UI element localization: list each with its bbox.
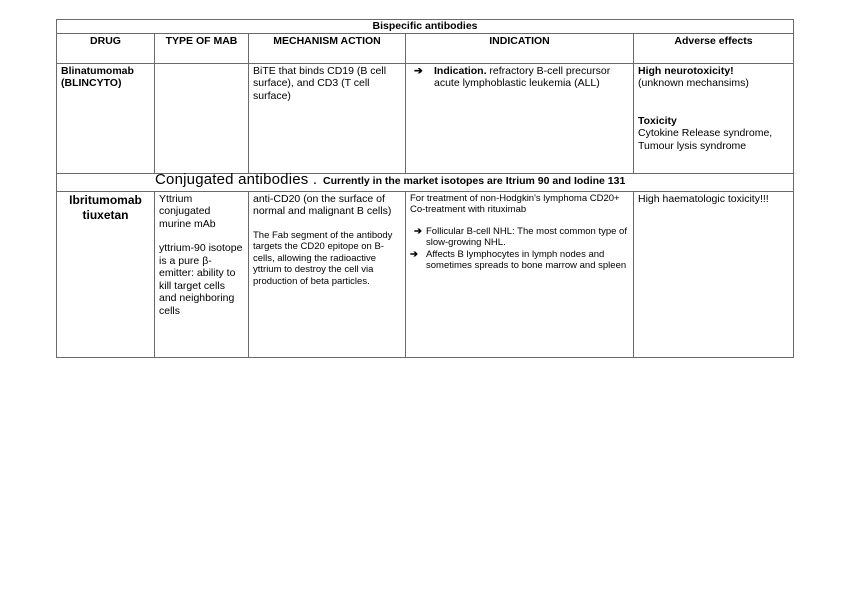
indication-label: Indication. — [434, 64, 487, 77]
header-drug: DRUG — [57, 33, 155, 63]
indication-bullet-text: Follicular B-cell NHL: The most common type of slow-growing NHL. — [426, 225, 627, 248]
indication-text: refractory B-cell precursor acute lymphoblastic leukemia (ALL) — [434, 64, 611, 89]
mechanism-note: The Fab segment of the antibody targets the CD20 epitope on B-cells, allowing the radioactive yttrium to destroy the cell via production of beta particles. — [253, 229, 393, 287]
toxicity-heading: Toxicity — [638, 114, 677, 127]
section-subtitle: Currently in the market isotopes are Itrium 90 and Iodine 131 — [317, 174, 626, 187]
indication-text: For treatment of non-Hodgkin's lymphoma CD20+ Co-treatment with rituximab — [410, 192, 620, 215]
header-type: TYPE OF MAB — [155, 33, 249, 63]
toxicity-item: Tumour lysis syndrome — [638, 139, 747, 152]
table-row — [57, 63, 794, 173]
drug-cell: Ibritumomab tiuxetan — [57, 191, 155, 357]
type-cell — [155, 191, 249, 357]
adverse-cell: High haematologic toxicity!!! — [634, 191, 794, 357]
adverse-heading: High neurotoxicity! — [638, 64, 734, 77]
mechanism-text: anti-CD20 (on the surface of normal and malignant B cells) — [253, 192, 392, 217]
type-note: yttrium-90 isotope is a pure β-emitter: ability to kill target cells and neighboring cells — [159, 242, 243, 317]
section-row — [57, 173, 794, 191]
adverse-cell — [634, 63, 794, 173]
indication-bullet — [414, 226, 629, 249]
section-heading — [57, 170, 794, 191]
header-row — [57, 33, 794, 63]
drug-cell: Blinatumomab (BLINCYTO) — [57, 63, 155, 173]
mechanism-cell: BiTE that binds CD19 (B cell surface), and CD3 (T cell surface) — [249, 63, 406, 173]
right-arrow-icon: ➔ — [414, 225, 422, 237]
type-cell — [155, 63, 249, 173]
antibody-table — [56, 19, 794, 358]
header-adverse: Adverse effects — [634, 33, 794, 63]
table-title: Bispecific antibodies — [57, 20, 794, 34]
section-title: Conjugated antibodies . — [155, 170, 318, 188]
header-indication: INDICATION — [406, 33, 634, 63]
right-arrow-icon: ➔ — [410, 248, 418, 260]
indication-cell — [406, 63, 634, 173]
toxicity-item: Cytokine Release syndrome, — [638, 127, 773, 139]
indication-cell — [406, 191, 634, 357]
table-row — [57, 191, 794, 357]
right-arrow-icon: ➔ — [414, 64, 423, 77]
indication-bullet — [414, 65, 629, 90]
mechanism-cell — [249, 191, 406, 357]
indication-bullet — [410, 249, 629, 272]
header-mechanism: MECHANISM ACTION — [249, 33, 406, 63]
adverse-note: (unknown mechansims) — [638, 77, 749, 89]
type-text: Yttrium conjugated murine mAb — [159, 192, 216, 230]
indication-bullet-text: Affects B lymphocytes in lymph nodes and sometimes spreads to bone marrow and spleen — [426, 248, 627, 271]
